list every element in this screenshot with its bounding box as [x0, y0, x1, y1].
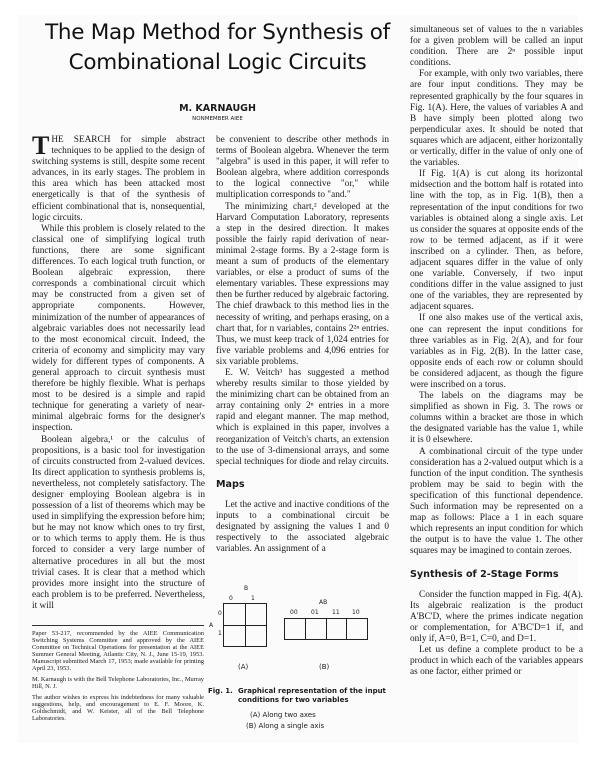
fig-a-row-label: 0	[218, 610, 222, 617]
section-heading-synthesis: Synthesis of 2-Stage Forms	[410, 568, 559, 580]
paragraph: If one also makes use of the vertical axis, one can represent the input conditions for three variables as in Fig. 2(A), and for four variables as in Fig. 2(B). In the latter case, opposite ends of each row or column should be considered adjacent, as though the figure were inscribed on a torus.	[410, 313, 583, 390]
caption-sub-b: (B) Along a single axis	[246, 722, 325, 730]
paragraph: Let the active and inactive conditions of the inputs to a combinational circuit be designated by assigning the values 1 and 0 respectively to the associated algebraic variables. An assignment of a	[216, 499, 389, 555]
footnote: The author wishes to express his indebtedness for many valuable suggestions, help, and encouragement to E. F. Moore, K. Goldschmidt, and W. Keister, all of the Bell Telephone Laboratories.	[32, 694, 204, 722]
fig-a-row-label: 1	[218, 630, 222, 637]
footnote: Paper 53-217, recommended by the AIEE Communication Switching Systems Committee and approved by the AIEE Committee on Technical Operations for presentation at the AIEE Summer General Meeting, Atlantic City, N. J., June 15-19, 1953. Manuscript submitted March 17, 1953; made available for printing April 23, 1953.	[32, 630, 204, 672]
fig-b-col-label: 00	[290, 609, 298, 616]
paragraph-text: HE SEARCH for simple abstract techniques to be applied to the design of switching systems is still, despite some recent advances, in its early stages. The problem in this area which has been attacked most energetically is that of the synthesis of efficient combinational that is, nonsequential, logic circuits.	[32, 135, 205, 223]
footnote: M. Karnaugh is with the Bell Telephone Laboratories, Inc., Murray Hill, N. J.	[32, 676, 204, 690]
paragraph: For example, with only two variables, there are four input conditions. They may be represented graphically by the four squares in Fig. 1(A). Here, the values of variables A and B have simply been plotted along two perpendicular axes. It should be noted that squares which are adjacent, either horizontally or vertically, differ in the value of only one of the variables.	[410, 69, 583, 169]
paragraph: E. W. Veitch³ has suggested a method whereby results similar to those yielded by the minimizing chart can be obtained from an array containing only 2ⁿ entries in a more rapid and elegant manner. The map method, which is explained in this paper, involves a reorganization of Veitch's charts, an extension to the use of 3-dimensional arrays, and some special techniques for diode and relay circuits.	[216, 367, 389, 467]
paragraph: While this problem is closely related to the classical one of simplifying logical truth functions, there are some significant differences. To each logical truth function, or Boolean algebraic expression, there corresponds a combinational circuit which may be constructed from a given set of appropriate components. However, minimization of the number of appearances of algebraic variables does not necessarily lead to the most economical circuit. Indeed, the criteria of economy and simplicity may vary widely for different types of components. A general approach to circuit synthesis must therefore be highly flexible. What is perhaps most to be desired is a simple and rapid technique for generating a variety of near-minimal algebraic forms for the designer's inspection.	[32, 223, 205, 434]
section-heading-maps: Maps	[216, 478, 245, 490]
author-affiliation: NONMEMBER AIEE	[192, 116, 243, 122]
paragraph: Boolean algebra,¹ or the calculus of propositions, is a basic tool for investigation of circuits constructed from 2-valued devices. Its direct application to synthesis problems is, nevertheless, not completely satisfactory. The designer employing Boolean algebra is in possession of a list of theorems which may be used in simplifying the expression before him; but he may not know which ones to try first, or to which terms to apply them. He is thus forced to consider a very large number of alternative procedures in all but the most trivial cases. It is clear that a method which provides more insight into the structure of each problem is to be preferred. Nevertheless, it will	[32, 434, 205, 611]
fig-b-label: (B)	[319, 663, 330, 671]
paper-title	[30, 18, 405, 78]
fig-b-col-label: 11	[332, 609, 340, 616]
paragraph: Let us define a complete product to be a product in which each of the variables appears as one factor, either primed or	[410, 645, 583, 678]
fig-b-col-label: 10	[352, 609, 360, 616]
fig-a-col-label: 1	[251, 595, 255, 602]
fig-a-var-side: A	[209, 622, 214, 629]
paragraph: If Fig. 1(A) is cut along its horizontal midsection and the bottom half is rotated into line with the top, as in Fig. 1(B), then a representation of the input conditions for two variables is obtained along a single axis. Let us consider the squares at opposite ends of the row to be termed adjacent, as if it were inscribed on a cylinder. Then, as before, adjacent squares differ in the value of only one variable. Conversely, if two input conditions differ in the value assigned to just one of the variables, they are represented by adjacent squares.	[410, 169, 583, 313]
footnotes	[32, 630, 204, 726]
paragraph: The labels on the diagrams may be simplified as shown in Fig. 3. The rows or columns within a bracket are those in which the designated variable has the value 1, while it is 0 elsewhere.	[410, 391, 583, 446]
right-column	[410, 25, 583, 678]
caption-sub-a: (A) Along two axes	[250, 711, 316, 719]
fig-a-var-top: B	[244, 585, 249, 592]
fig-b-col-label: 01	[311, 609, 319, 616]
footnote-divider	[32, 625, 204, 626]
paragraph: Consider the function mapped in Fig. 4(A). Its algebraic realization is the product A'BC'D, where the primes indicate negation or complementation, for A'BC'D=1 if, and only if, A=0, B=1, C=0, and D=1.	[410, 589, 583, 644]
fig-a-grid	[223, 603, 267, 647]
fig-a-label: (A)	[238, 663, 249, 671]
caption-number: Fig. 1.	[208, 687, 233, 695]
figure-1	[208, 585, 403, 735]
title-line-1: The Map Method for Synthesis of	[45, 20, 390, 45]
drop-cap: T	[32, 131, 50, 160]
paragraph: simultaneous set of values to the n variables for a given problem will be called an input condition. There are 2ⁿ possible input conditions.	[410, 25, 583, 69]
middle-column	[216, 135, 389, 555]
left-column	[32, 131, 205, 612]
author-name: M. KARNAUGH	[179, 103, 256, 114]
paragraph: be convenient to describe other methods in terms of Boolean algebra. Whenever the term "algebra" is used in this paper, it will refer to Boolean algebra, where addition corresponds to the logical connective "or," while multiplication corresponds to "and."	[216, 135, 389, 201]
fig-a-col-label: 0	[229, 595, 233, 602]
title-line-2: Combinational Logic Circuits	[68, 50, 367, 75]
fig-b-grid	[284, 618, 368, 640]
fig-b-var: AB	[319, 599, 328, 606]
paragraph	[32, 131, 205, 224]
paragraph: A combinational circuit of the type under consideration has a 2-valued output which is a function of the input condition. The synthesis problem may be said to begin with the specification of this functional dependence. Such information may be represented on a map as follows: Place a 1 in each square which represents an input condition for which the output is to have the value 1. The other squares may be imagined to contain zeroes.	[410, 446, 583, 557]
caption-text: Graphical representation of the input conditions for two variables	[238, 687, 386, 704]
paragraph: The minimizing chart,² developed at the Harvard Computation Laboratory, represents a step in the desired direction. It makes possible the fairly rapid derivation of near-minimal 2-stage forms. By a 2-stage form is meant a sum of products of the elementary variables, or else a product of sums of the elementary variables. These expressions may then be further reduced by algebraic factoring. The chief drawback to this method lies in the necessity of writing, and perhaps erasing, on a chart that, for n variables, contains 2²ⁿ entries. Thus, we must keep track of 1,024 entries for five variable problems and 4,096 entries for six variable problems.	[216, 201, 389, 367]
